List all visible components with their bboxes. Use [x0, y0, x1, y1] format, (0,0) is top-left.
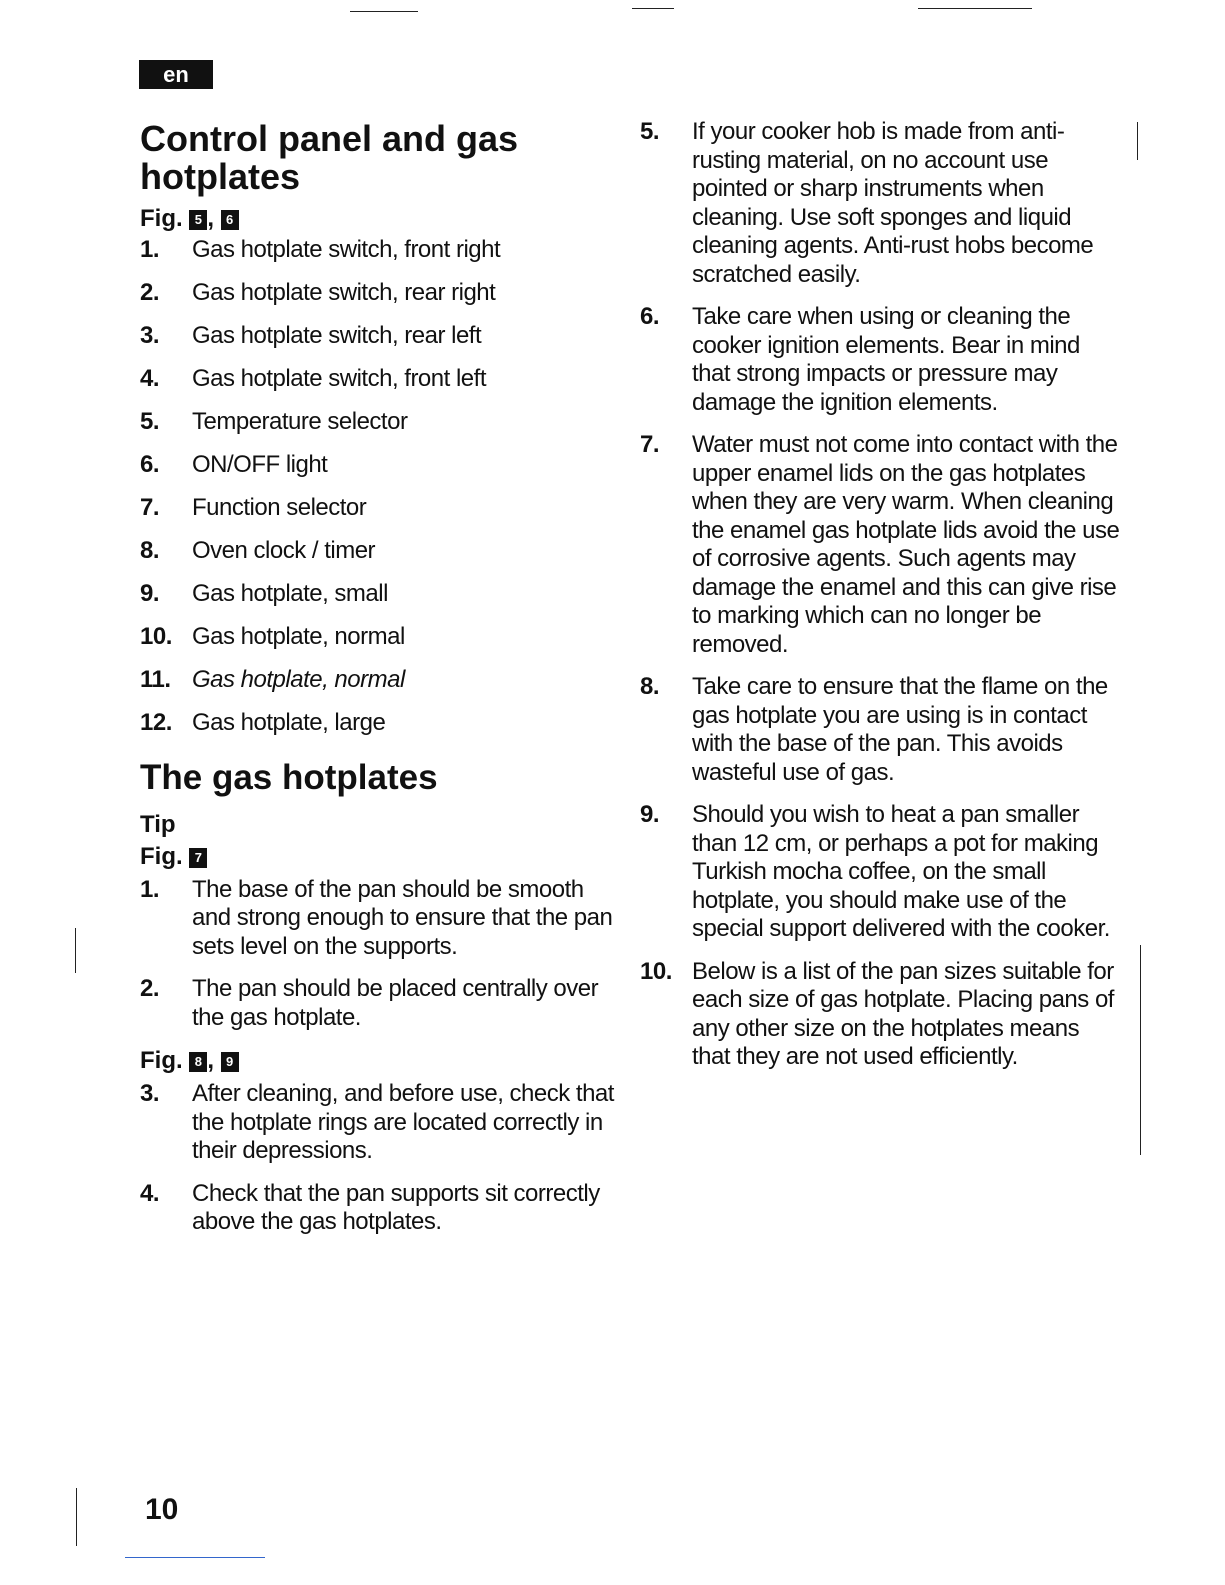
item-number: 11.	[140, 666, 171, 693]
item-text: Gas hotplate switch, rear left	[192, 322, 482, 349]
fig-label: Fig.	[140, 842, 183, 870]
item-number: 6.	[640, 303, 660, 330]
list-item	[140, 494, 620, 523]
right-column	[640, 118, 1120, 1086]
item-number: 2.	[140, 975, 160, 1002]
fig-badge: 9	[221, 1052, 239, 1072]
item-number: 4.	[140, 365, 160, 392]
item-text: Oven clock / timer	[192, 537, 376, 564]
list-item	[140, 408, 620, 437]
list-item	[140, 1180, 620, 1237]
list-item	[140, 537, 620, 566]
list-item	[140, 1080, 620, 1166]
tips-list	[640, 118, 1120, 1072]
page-number: 10	[145, 1493, 179, 1526]
tips-list	[140, 1080, 620, 1237]
item-number: 8.	[140, 537, 160, 564]
item-text: Should you wish to heat a pan smaller than 12 cm, or perhaps a pot for making Turkish mocha coffee, on the small hotplate, you should make use of the special support delivered with the cooker.	[692, 801, 1110, 942]
list-item	[640, 118, 1120, 289]
item-number: 10.	[640, 957, 672, 985]
tips-list	[140, 876, 620, 1033]
item-number: 5.	[140, 408, 160, 435]
item-number: 7.	[640, 431, 660, 458]
item-number: 1.	[140, 875, 160, 903]
list-item	[140, 876, 620, 962]
item-text: Take care to ensure that the flame on the gas hotplate you are using is in contact with the base of the pan. This avoids wasteful use of gas.	[692, 673, 1108, 786]
item-number: 4.	[140, 1179, 160, 1207]
item-text: Gas hotplate, small	[192, 580, 388, 607]
figure-reference: Fig. 5 , 6	[140, 204, 620, 234]
parts-list	[140, 236, 620, 738]
item-text: The base of the pan should be smooth and strong enough to ensure that the pan sets level on the supports.	[192, 875, 613, 960]
item-text: If your cooker hob is made from anti-rusting material, on no account use pointed or sharp instruments when cleaning. Use soft sponges and liquid cleaning agents. Anti-rust hobs become scratched easily.	[692, 118, 1094, 288]
item-number: 1.	[140, 236, 160, 263]
list-item	[140, 623, 620, 652]
left-column	[140, 120, 620, 1251]
item-text: Take care when using or cleaning the cooker ignition elements. Bear in mind that strong impacts or pressure may damage the ignition elements.	[692, 303, 1080, 416]
fig-badge: 6	[221, 210, 239, 230]
list-item	[640, 801, 1120, 944]
fig-label: Fig.	[140, 205, 183, 232]
item-number: 10.	[140, 623, 172, 650]
fig-badge: 7	[189, 848, 207, 868]
item-number: 9.	[640, 801, 660, 828]
item-text: Gas hotplate switch, front left	[192, 365, 486, 392]
item-text: Below is a list of the pan sizes suitable for each size of gas hotplate. Placing pans of any other size on the hotplates means that they are not used efficiently.	[692, 957, 1114, 1070]
item-text: Gas hotplate, large	[192, 709, 386, 736]
item-text: The pan should be placed centrally over the gas hotplate.	[192, 975, 599, 1031]
fig-badge: 5	[189, 210, 207, 230]
fig-label: Fig.	[140, 1047, 183, 1074]
item-number: 6.	[140, 451, 160, 478]
item-number: 7.	[140, 494, 160, 521]
list-item	[640, 958, 1120, 1072]
figure-reference	[140, 842, 620, 872]
section-title-control-panel: Control panel and gas hotplates	[140, 118, 519, 197]
item-text: Temperature selector	[192, 408, 408, 435]
item-text: Water must not come into contact with the upper enamel lids on the gas hotplates when they are very warm. When cleaning the enamel gas hotplate lids avoid the use of corrosive agents. Such agents may damage the enamel and this can give rise to marking which can no longer be removed.	[692, 431, 1120, 658]
item-number: 5.	[640, 118, 660, 145]
item-text: After cleaning, and before use, check that the hotplate rings are located correctly in their depressions.	[192, 1080, 614, 1164]
item-number: 2.	[140, 279, 160, 306]
item-text: Check that the pan supports sit correctly above the gas hotplates.	[192, 1179, 600, 1235]
list-item	[140, 322, 620, 351]
figure-reference: Fig. 8 , 9	[140, 1046, 620, 1076]
tip-heading: Tip	[140, 810, 176, 838]
item-number: 12.	[140, 709, 172, 736]
list-item	[140, 365, 620, 394]
list-item	[640, 431, 1120, 659]
list-item	[640, 673, 1120, 787]
list-item	[140, 451, 620, 480]
item-text: Function selector	[192, 494, 367, 521]
item-text: Gas hotplate, normal	[192, 623, 405, 650]
item-text: Gas hotplate, normal	[192, 666, 405, 693]
language-tab: en	[139, 60, 213, 89]
list-item	[640, 303, 1120, 417]
item-number: 3.	[140, 322, 160, 349]
item-number: 3.	[140, 1080, 160, 1107]
list-item	[140, 279, 620, 308]
list-item	[140, 975, 620, 1032]
list-item	[140, 236, 620, 265]
item-number: 9.	[140, 580, 160, 607]
fig-badge: 8	[189, 1052, 207, 1072]
item-number: 8.	[640, 673, 660, 700]
list-item	[140, 709, 620, 738]
list-item	[140, 580, 620, 609]
item-text: Gas hotplate switch, front right	[192, 236, 501, 263]
item-text: ON/OFF light	[192, 451, 328, 478]
list-item	[140, 666, 620, 695]
item-text: Gas hotplate switch, rear right	[192, 279, 496, 306]
section-title-gas-hotplates: The gas hotplates	[140, 757, 438, 797]
